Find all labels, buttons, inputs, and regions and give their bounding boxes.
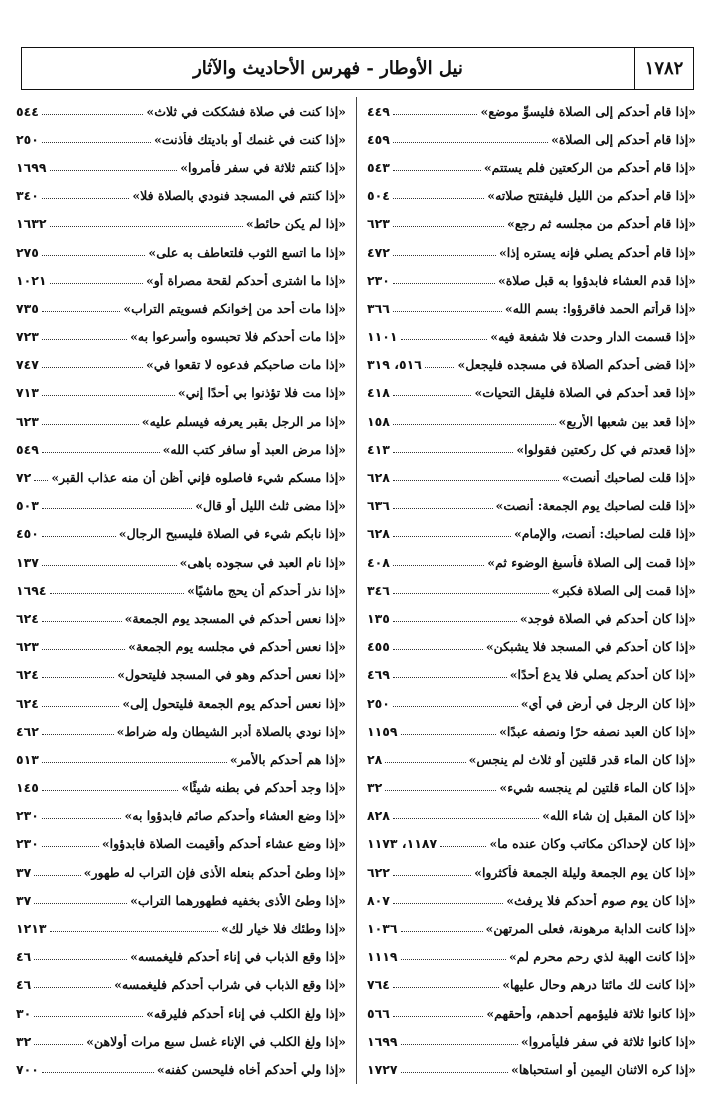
index-entry bbox=[16, 379, 346, 407]
hadith-text: «إذا قعدتم في كل ركعتين فقولوا» bbox=[516, 441, 696, 457]
dot-leader bbox=[42, 671, 114, 678]
index-entry bbox=[367, 576, 696, 604]
index-entry bbox=[367, 323, 696, 351]
index-entry bbox=[367, 463, 696, 491]
dot-leader bbox=[393, 389, 472, 396]
hadith-text: «إذا قام أحدكم إلى الصلاة» bbox=[551, 131, 696, 147]
page-reference: ٥١٦، ٣١٩ bbox=[367, 357, 422, 373]
hadith-text: «إذا كان أحدكم في المسجد فلا يشبكن» bbox=[485, 639, 696, 655]
page-reference: ٤٦ bbox=[16, 949, 32, 965]
hadith-text: «إذا نعس أحدكم في مجلسه يوم الجمعة» bbox=[128, 639, 346, 655]
page-reference: ١١٨٧، ١١٧٣ bbox=[367, 836, 438, 852]
dot-leader bbox=[42, 812, 122, 819]
hadith-text: «إذا قام أحدكم من الركعتين فلم يستتم» bbox=[483, 159, 696, 175]
dot-leader bbox=[34, 474, 48, 481]
hadith-text: «إذا كانوا ثلاثة في سفر فليأمروا» bbox=[520, 1033, 696, 1049]
page-reference: ٢٧٥ bbox=[16, 244, 39, 260]
page-reference: ٧٢٣ bbox=[16, 329, 39, 345]
index-entry bbox=[16, 153, 346, 181]
dot-leader bbox=[393, 164, 481, 171]
hadith-text: «إذا قام أحدكم يصلي فإنه يستره إذا» bbox=[498, 244, 696, 260]
index-entry bbox=[16, 830, 346, 858]
dot-leader bbox=[393, 277, 495, 284]
hadith-text: «إذا وجد أحدكم في بطنه شيئًا» bbox=[181, 780, 346, 796]
hadith-text: «إذا مضى ثلث الليل أو قال» bbox=[195, 498, 346, 514]
hadith-text: «إذا كانت الدابة مرهونة، فعلى المرتهن» bbox=[485, 921, 696, 937]
page-reference: ٥٤٤ bbox=[16, 103, 39, 119]
hadith-text: «إذا كره الاثنان اليمين أو استحباها» bbox=[511, 1061, 696, 1077]
dot-leader bbox=[50, 925, 219, 932]
index-entry bbox=[16, 351, 346, 379]
dot-leader bbox=[393, 615, 517, 622]
dot-leader bbox=[401, 333, 488, 340]
dot-leader bbox=[385, 784, 496, 791]
index-entry bbox=[367, 914, 696, 942]
hadith-text: «إذا قلت لصاحبك يوم الجمعة: أنصت» bbox=[495, 498, 696, 514]
page-reference: ٤٧٢ bbox=[367, 244, 390, 260]
hadith-text: «إذا ما اتسع الثوب فلتعاطف به على» bbox=[148, 244, 346, 260]
hadith-text: «إذا كان الماء قدر قلتين أو ثلاث لم ينجس» bbox=[468, 751, 696, 767]
page-reference: ٢٣٠ bbox=[16, 808, 39, 824]
hadith-text: «إذا كان لإحداكن مكاتب وكان عنده ما» bbox=[489, 836, 696, 852]
hadith-text: «إذا كنت في صلاة فشككت في ثلاث» bbox=[146, 103, 346, 119]
page-reference: ٨٠٧ bbox=[367, 892, 390, 908]
hadith-text: «إذا قضى أحدكم الصلاة في مسجده فليجعل» bbox=[457, 357, 696, 373]
hadith-text: «إذا قمت إلى الصلاة فكبر» bbox=[551, 582, 696, 598]
page-reference: ٥١٣ bbox=[16, 751, 39, 767]
index-entry bbox=[16, 548, 346, 576]
dot-leader bbox=[393, 192, 484, 199]
hadith-text: «إذا مت فلا تؤذنوا بي أحدًا إني» bbox=[177, 385, 346, 401]
page-reference: ٧٢ bbox=[16, 470, 32, 486]
index-entry bbox=[367, 351, 696, 379]
index-entry bbox=[16, 210, 346, 238]
hadith-text: «إذا ولغ الكلب في الإناء غسل سبع مرات أولاهن» bbox=[86, 1033, 346, 1049]
page-reference: ٥٤٣ bbox=[367, 159, 390, 175]
right-column bbox=[356, 97, 696, 1084]
dot-leader bbox=[393, 897, 503, 904]
hadith-text: «إذا قعد أحدكم في الصلاة فليقل التحيات» bbox=[474, 385, 696, 401]
page-reference: ٤٤٩ bbox=[367, 103, 390, 119]
index-entry bbox=[367, 745, 696, 773]
index-entry bbox=[16, 407, 346, 435]
page-reference: ٦٢٨ bbox=[367, 526, 390, 542]
dot-leader bbox=[401, 953, 506, 960]
hadith-text: «إذا ولي أحدكم أخاه فليحسن كفنه» bbox=[156, 1061, 346, 1077]
dot-leader bbox=[42, 136, 151, 143]
hadith-text: «إذا هم أحدكم بالأمر» bbox=[229, 751, 346, 767]
hadith-text: «إذا وضع عشاء أحدكم وأقيمت الصلاة فابدؤوا» bbox=[101, 836, 346, 852]
dot-leader bbox=[50, 220, 243, 227]
page-reference: ٢٣٠ bbox=[16, 836, 39, 852]
index-entry bbox=[16, 802, 346, 830]
hadith-text: «إذا قام أحدكم من مجلسه ثم رجع» bbox=[507, 216, 696, 232]
hadith-text: «إذا كان يوم صوم أحدكم فلا يرفث» bbox=[506, 892, 696, 908]
hadith-text: «إذا قمت إلى الصلاة فأسبغ الوضوء ثم» bbox=[487, 554, 696, 570]
dot-leader bbox=[393, 446, 513, 453]
dot-leader bbox=[50, 587, 185, 594]
index-columns bbox=[16, 97, 696, 1084]
dot-leader bbox=[401, 1066, 508, 1073]
index-entry bbox=[367, 548, 696, 576]
dot-leader bbox=[401, 925, 483, 932]
hadith-text: «إذا كنت في غنمك أو باديتك فأذنت» bbox=[154, 131, 346, 147]
index-entry bbox=[367, 407, 696, 435]
dot-leader bbox=[42, 333, 127, 340]
index-entry bbox=[16, 125, 346, 153]
dot-leader bbox=[393, 981, 499, 988]
dot-leader bbox=[393, 643, 483, 650]
index-entry bbox=[367, 294, 696, 322]
index-entry bbox=[367, 830, 696, 858]
page-reference: ٦٣٦ bbox=[367, 498, 390, 514]
hadith-text: «إذا مرض العبد أو سافر كتب الله» bbox=[162, 441, 346, 457]
page-reference: ٦٢٣ bbox=[367, 216, 390, 232]
hadith-text: «إذا نعس أحدكم في المسجد يوم الجمعة» bbox=[124, 610, 346, 626]
index-entry bbox=[16, 492, 346, 520]
hadith-text: «إذا كان يوم الجمعة وليلة الجمعة فأكثروا» bbox=[474, 864, 696, 880]
dot-leader bbox=[393, 1010, 483, 1017]
page-reference: ١١٥٩ bbox=[367, 723, 398, 739]
page-reference: ١٣٥ bbox=[367, 610, 390, 626]
dot-leader bbox=[34, 953, 127, 960]
dot-leader bbox=[401, 1038, 518, 1045]
page-reference: ٣٧ bbox=[16, 892, 32, 908]
dot-leader bbox=[393, 418, 556, 425]
page-reference: ٤٥٩ bbox=[367, 131, 390, 147]
dot-leader bbox=[401, 728, 497, 735]
dot-leader bbox=[42, 643, 125, 650]
index-entry bbox=[367, 802, 696, 830]
dot-leader bbox=[34, 897, 127, 904]
dot-leader bbox=[393, 305, 502, 312]
dot-leader bbox=[42, 108, 144, 115]
index-entry bbox=[16, 604, 346, 632]
dot-leader bbox=[42, 615, 122, 622]
page-reference: ٤٥٠ bbox=[16, 526, 39, 542]
dot-leader bbox=[393, 587, 549, 594]
hadith-text: «إذا نابكم شيء في الصلاة فليسبح الرجال» bbox=[118, 526, 346, 542]
page-reference: ٣٦٦ bbox=[367, 300, 390, 316]
hadith-text: «إذا قلت لصاحبك: أنصت، والإمام» bbox=[513, 526, 696, 542]
page-reference: ٦٢٢ bbox=[367, 864, 390, 880]
page-reference: ٢٣٠ bbox=[367, 272, 390, 288]
page-reference: ٦٢٣ bbox=[16, 413, 39, 429]
page-reference: ٤٦٩ bbox=[367, 667, 390, 683]
dot-leader bbox=[42, 559, 177, 566]
dot-leader bbox=[42, 361, 143, 368]
index-entry bbox=[16, 745, 346, 773]
dot-leader bbox=[42, 418, 139, 425]
page-reference: ٦٢٤ bbox=[16, 667, 39, 683]
dot-leader bbox=[42, 840, 99, 847]
index-entry bbox=[16, 914, 346, 942]
page-reference: ١١٠١ bbox=[367, 329, 398, 345]
dot-leader bbox=[393, 671, 507, 678]
dot-leader bbox=[42, 728, 114, 735]
dot-leader bbox=[42, 192, 129, 199]
page-reference: ١٦٩٩ bbox=[16, 159, 47, 175]
page-reference: ٦٢٤ bbox=[16, 610, 39, 626]
page-reference: ٦٢٨ bbox=[367, 470, 390, 486]
hadith-text: «إذا نذر أحدكم أن يحج ماشيًا» bbox=[187, 582, 346, 598]
index-entry bbox=[16, 774, 346, 802]
index-entry bbox=[367, 971, 696, 999]
index-entry bbox=[367, 520, 696, 548]
index-entry bbox=[16, 266, 346, 294]
hadith-text: «إذا نودي بالصلاة أدبر الشيطان وله ضراط» bbox=[116, 723, 346, 739]
page-reference: ٥٠٤ bbox=[367, 188, 390, 204]
dot-leader bbox=[393, 530, 511, 537]
hadith-text: «إذا لم يكن حائط» bbox=[245, 216, 346, 232]
hadith-text: «إذا مر الرجل بقبر يعرفه فيسلم عليه» bbox=[141, 413, 346, 429]
index-entry bbox=[16, 463, 346, 491]
index-entry bbox=[367, 153, 696, 181]
page-reference: ١١١٩ bbox=[367, 949, 398, 965]
hadith-text: «إذا قدم العشاء فابدؤوا به قبل صلاة» bbox=[497, 272, 696, 288]
index-entry bbox=[16, 717, 346, 745]
index-entry bbox=[367, 774, 696, 802]
dot-leader bbox=[393, 220, 504, 227]
index-entry bbox=[16, 661, 346, 689]
index-entry bbox=[16, 633, 346, 661]
hadith-text: «إذا قعد بين شعبها الأربع» bbox=[558, 413, 696, 429]
page-reference: ٣٧ bbox=[16, 864, 32, 880]
page-reference: ١٠٢١ bbox=[16, 272, 47, 288]
index-entry bbox=[16, 1055, 346, 1083]
index-entry bbox=[16, 520, 346, 548]
index-entry bbox=[16, 97, 346, 125]
hadith-text: «إذا قلت لصاحبك أنصت» bbox=[561, 470, 696, 486]
index-entry bbox=[16, 971, 346, 999]
dot-leader bbox=[34, 1010, 143, 1017]
index-entry bbox=[16, 238, 346, 266]
hadith-text: «إذا نام العبد في سجوده باهى» bbox=[179, 554, 346, 570]
index-entry bbox=[16, 182, 346, 210]
hadith-text: «إذا كانت لك مائتا درهم وحال عليها» bbox=[502, 977, 696, 993]
index-entry bbox=[16, 323, 346, 351]
page-reference: ١٦٩٩ bbox=[367, 1033, 398, 1049]
hadith-text: «إذا مات أحد من إخوانكم فسويتم التراب» bbox=[123, 300, 346, 316]
page-reference: ٤٥٥ bbox=[367, 639, 390, 655]
page-reference: ٧٤٧ bbox=[16, 357, 39, 373]
page-reference: ١٤٥ bbox=[16, 780, 39, 796]
dot-leader bbox=[42, 700, 119, 707]
dot-leader bbox=[34, 869, 80, 876]
page-reference: ١٢١٣ bbox=[16, 921, 47, 937]
page-reference: ١٣٧ bbox=[16, 554, 39, 570]
page-reference: ٧١٣ bbox=[16, 385, 39, 401]
page-reference: ١٥٨ bbox=[367, 413, 390, 429]
page-reference: ٢٥٠ bbox=[367, 695, 390, 711]
page-reference: ٤٦ bbox=[16, 977, 32, 993]
hadith-text: «إذا نعس أحدكم يوم الجمعة فليتحول إلى» bbox=[122, 695, 346, 711]
dot-leader bbox=[42, 502, 192, 509]
page-reference: ٤١٣ bbox=[367, 441, 390, 457]
left-column bbox=[16, 97, 356, 1084]
hadith-text: «إذا كانت الهبة لذي رحم محرم لم» bbox=[508, 949, 696, 965]
page-reference: ٥٤٩ bbox=[16, 441, 39, 457]
index-entry bbox=[367, 266, 696, 294]
hadith-text: «إذا كان العبد نصفه حرًا ونصفه عبدًا» bbox=[499, 723, 696, 739]
page-reference: ٣٢ bbox=[16, 1033, 32, 1049]
page-reference: ٦٢٤ bbox=[16, 695, 39, 711]
dot-leader bbox=[393, 812, 539, 819]
hadith-text: «إذا قام أحدكم من الليل فليفتتح صلاته» bbox=[487, 188, 696, 204]
page-reference: ١٦٣٢ bbox=[16, 216, 47, 232]
dot-leader bbox=[393, 502, 493, 509]
index-entry bbox=[367, 943, 696, 971]
dot-leader bbox=[393, 136, 548, 143]
index-entry bbox=[367, 379, 696, 407]
index-entry bbox=[367, 717, 696, 745]
hadith-text: «إذا وطئ أحدكم بنعله الأذى فإن التراب له طهور» bbox=[83, 864, 346, 880]
dot-leader bbox=[50, 277, 143, 284]
page-reference: ٣٤٠ bbox=[16, 188, 39, 204]
page-reference: ٧٠٠ bbox=[16, 1061, 39, 1077]
dot-leader bbox=[34, 1038, 83, 1045]
dot-leader bbox=[50, 164, 178, 171]
page-reference: ٦٢٣ bbox=[16, 639, 39, 655]
index-entry bbox=[16, 576, 346, 604]
index-entry bbox=[367, 661, 696, 689]
dot-leader bbox=[34, 981, 111, 988]
page-reference: ١٧٢٧ bbox=[367, 1061, 398, 1077]
hadith-text: «إذا ولغ الكلب في إناء أحدكم فليرقه» bbox=[146, 1005, 346, 1021]
dot-leader bbox=[42, 784, 178, 791]
page-reference: ٧٦٤ bbox=[367, 977, 390, 993]
index-entry bbox=[367, 125, 696, 153]
hadith-text: «إذا وقع الذباب في شراب أحدكم فليغمسه» bbox=[114, 977, 346, 993]
dot-leader bbox=[393, 869, 471, 876]
index-entry bbox=[367, 1055, 696, 1083]
index-entry bbox=[16, 999, 346, 1027]
dot-leader bbox=[440, 840, 486, 847]
index-entry bbox=[367, 97, 696, 125]
hadith-text: «إذا كنتم ثلاثة في سفر فأمروا» bbox=[180, 159, 346, 175]
dot-leader bbox=[42, 530, 116, 537]
index-entry bbox=[16, 943, 346, 971]
index-entry bbox=[16, 886, 346, 914]
page-reference: ٣٢ bbox=[367, 780, 383, 796]
hadith-text: «إذا نعس أحدكم وهو في المسجد فليتحول» bbox=[117, 667, 346, 683]
index-entry bbox=[367, 633, 696, 661]
hadith-text: «إذا مسكم شيء فاصلوه فإني أظن أن منه عذاب القبر» bbox=[51, 470, 346, 486]
index-entry bbox=[367, 886, 696, 914]
dot-leader bbox=[42, 446, 160, 453]
index-entry bbox=[367, 999, 696, 1027]
page-reference: ٤٠٨ bbox=[367, 554, 390, 570]
page-reference: ١٠٣٦ bbox=[367, 921, 398, 937]
index-entry bbox=[367, 435, 696, 463]
hadith-text: «إذا كانوا ثلاثة فليؤمهم أحدهم، وأحقهم» bbox=[486, 1005, 696, 1021]
page-reference: ٣٠ bbox=[16, 1005, 32, 1021]
dot-leader bbox=[393, 249, 496, 256]
page-reference: ٥٠٣ bbox=[16, 498, 39, 514]
dot-leader bbox=[42, 756, 227, 763]
index-entry bbox=[367, 1027, 696, 1055]
dot-leader bbox=[425, 361, 455, 368]
page-reference: ١٦٩٤ bbox=[16, 582, 47, 598]
page-reference: ٤١٨ bbox=[367, 385, 390, 401]
hadith-text: «إذا مات أحدكم فلا تحبسوه وأسرعوا به» bbox=[130, 329, 346, 345]
hadith-text: «إذا كنتم في المسجد فنودي بالصلاة فلا» bbox=[132, 188, 346, 204]
dot-leader bbox=[42, 389, 175, 396]
hadith-text: «إذا مات صاحبكم فدعوه لا تقعوا في» bbox=[146, 357, 346, 373]
hadith-text: «إذا قسمت الدار وحدت فلا شفعة فيه» bbox=[490, 329, 696, 345]
index-entry bbox=[367, 604, 696, 632]
index-entry bbox=[367, 182, 696, 210]
page-reference: ٤٦٢ bbox=[16, 723, 39, 739]
hadith-text: «إذا كان الرجل في أرض في أي» bbox=[520, 695, 696, 711]
hadith-text: «إذا وضع العشاء وأحدكم صائم فابدؤوا به» bbox=[124, 808, 346, 824]
index-entry bbox=[16, 858, 346, 886]
hadith-text: «إذا وطئ الأذى بخفيه فطهورهما التراب» bbox=[130, 892, 346, 908]
index-entry bbox=[367, 210, 696, 238]
hadith-text: «إذا وطئك فلا خيار لك» bbox=[221, 921, 346, 937]
index-entry bbox=[16, 1027, 346, 1055]
page-number: ١٧٨٢ bbox=[634, 48, 693, 89]
hadith-text: «إذا وقع الذباب في إناء أحدكم فليغمسه» bbox=[130, 949, 346, 965]
index-entry bbox=[367, 238, 696, 266]
dot-leader bbox=[393, 474, 559, 481]
page-title: نيل الأوطار - فهرس الأحاديث والآثار bbox=[193, 58, 463, 79]
index-entry bbox=[367, 492, 696, 520]
index-entry bbox=[367, 858, 696, 886]
index-entry bbox=[16, 689, 346, 717]
dot-leader bbox=[42, 305, 120, 312]
hadith-text: «إذا كان أحدكم في الصلاة فوجد» bbox=[519, 610, 696, 626]
index-entry bbox=[367, 689, 696, 717]
hadith-text: «إذا قرأتم الحمد فاقرؤوا: بسم الله» bbox=[504, 300, 696, 316]
hadith-text: «إذا ما اشترى أحدكم لقحة مصراة أو» bbox=[145, 272, 346, 288]
dot-leader bbox=[393, 559, 484, 566]
page-reference: ٣٤٦ bbox=[367, 582, 390, 598]
page-header bbox=[21, 47, 694, 90]
dot-leader bbox=[393, 700, 518, 707]
hadith-text: «إذا كان أحدكم يصلي فلا يدع أحدًا» bbox=[509, 667, 696, 683]
page-reference: ٥٦٦ bbox=[367, 1005, 390, 1021]
index-entry bbox=[16, 435, 346, 463]
hadith-text: «إذا كان الماء قلتين لم ينجسه شيء» bbox=[499, 780, 696, 796]
dot-leader bbox=[42, 249, 146, 256]
page-reference: ٢٨ bbox=[367, 751, 383, 767]
index-entry bbox=[16, 294, 346, 322]
hadith-text: «إذا كان المقبل إن شاء الله» bbox=[542, 808, 696, 824]
page-reference: ٨٢٨ bbox=[367, 808, 390, 824]
dot-leader bbox=[385, 756, 465, 763]
hadith-text: «إذا قام أحدكم إلى الصلاة فليسوِّ موضع» bbox=[480, 103, 696, 119]
dot-leader bbox=[393, 108, 478, 115]
page-reference: ٧٣٥ bbox=[16, 300, 39, 316]
page-reference: ٢٥٠ bbox=[16, 131, 39, 147]
dot-leader bbox=[42, 1066, 154, 1073]
